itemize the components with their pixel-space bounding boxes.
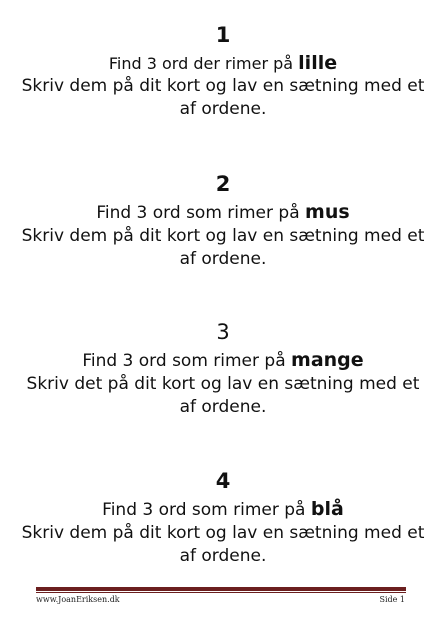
footer-website: www.JoanEriksen.dk: [36, 595, 120, 604]
task-instruction-line-2: af ordene.: [179, 99, 267, 119]
footer-divider-thin: [36, 592, 406, 593]
task-card-1: [20, 22, 426, 121]
rhyme-word: mange: [291, 349, 364, 371]
task-instruction-line-2: af ordene.: [179, 546, 267, 566]
task-number: 1: [215, 23, 231, 47]
task-number: 2: [215, 172, 231, 196]
task-prompt-line: [20, 349, 426, 373]
task-instruction-line-2: af ordene.: [179, 249, 267, 269]
task-instruction-line-2: af ordene.: [179, 397, 267, 417]
task-prompt-line: [20, 52, 426, 75]
rhyme-word: mus: [305, 201, 350, 223]
task-prompt: Find 3 ord som rimer på: [82, 351, 286, 371]
rhyme-word: blå: [310, 498, 344, 520]
task-instruction-line-1: Skriv dem på dit kort og lav en sætning med et: [21, 226, 425, 246]
task-card-3: [20, 319, 426, 419]
task-instruction-line-1: Skriv det på dit kort og lav en sætning med et: [26, 374, 420, 394]
task-card-4: [20, 468, 426, 568]
task-number: 3: [216, 320, 230, 344]
footer-divider: [36, 587, 406, 591]
task-instruction-line-1: Skriv dem på dit kort og lav en sætning med et: [21, 523, 425, 543]
task-card-2: [20, 171, 426, 271]
task-prompt: Find 3 ord som rimer på: [96, 203, 300, 223]
task-number: 4: [215, 469, 231, 493]
task-instruction-line-1: Skriv dem på dit kort og lav en sætning med et: [21, 76, 425, 96]
rhyme-word: lille: [298, 52, 338, 74]
task-prompt: Find 3 ord der rimer på: [108, 54, 294, 73]
footer-page-number: Side 1: [379, 595, 405, 604]
task-prompt-line: [20, 201, 426, 225]
task-prompt: Find 3 ord som rimer på: [102, 500, 306, 520]
task-prompt-line: [20, 498, 426, 522]
